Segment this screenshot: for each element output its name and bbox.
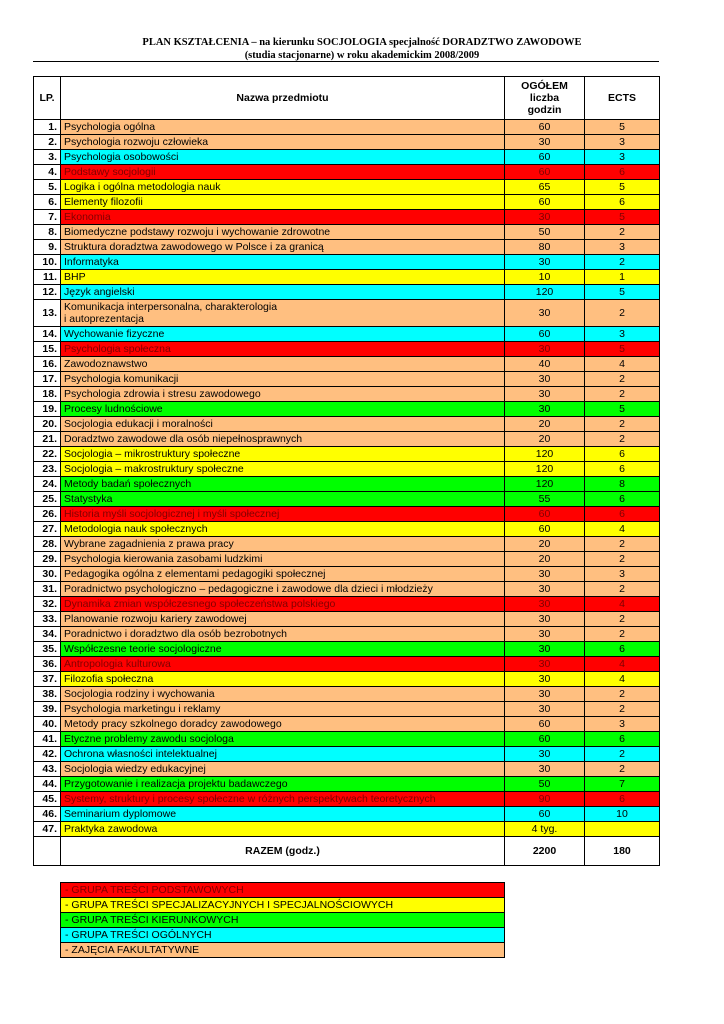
row-number: 31. bbox=[34, 582, 61, 597]
subject-name: Statystyka bbox=[61, 492, 505, 507]
subject-ects: 1 bbox=[585, 270, 660, 285]
legend-label: - GRUPA TREŚCI SPECJALIZACYJNYCH I SPECJALNOŚCIOWYCH bbox=[61, 898, 505, 913]
row-number: 15. bbox=[34, 342, 61, 357]
subject-name: Socjologia – mikrostruktury społeczne bbox=[61, 447, 505, 462]
table-row bbox=[34, 417, 660, 432]
row-number: 34. bbox=[34, 627, 61, 642]
subject-hours: 120 bbox=[505, 285, 585, 300]
subject-name: Poradnictwo psychologiczno – pedagogiczne i zawodowe dla dzieci i młodzieży bbox=[61, 582, 505, 597]
subject-hours: 55 bbox=[505, 492, 585, 507]
legend-label: - GRUPA TREŚCI PODSTAWOWYCH bbox=[61, 883, 505, 898]
row-number: 19. bbox=[34, 402, 61, 417]
subject-hours: 50 bbox=[505, 225, 585, 240]
table-row bbox=[34, 627, 660, 642]
subject-name: Systemy, struktury i procesy społeczne w różnych perspektywach teoretycznych bbox=[61, 792, 505, 807]
subject-hours: 60 bbox=[505, 165, 585, 180]
table-row bbox=[34, 225, 660, 240]
table-row bbox=[34, 612, 660, 627]
subject-hours: 30 bbox=[505, 702, 585, 717]
subject-name: Procesy ludnościowe bbox=[61, 402, 505, 417]
subject-hours: 30 bbox=[505, 627, 585, 642]
row-number: 29. bbox=[34, 552, 61, 567]
subject-name: Elementy filozofii bbox=[61, 195, 505, 210]
subject-name: Planowanie rozwoju kariery zawodowej bbox=[61, 612, 505, 627]
table-row bbox=[34, 762, 660, 777]
subject-name: Praktyka zawodowa bbox=[61, 822, 505, 837]
subject-ects: 2 bbox=[585, 417, 660, 432]
subject-ects: 6 bbox=[585, 165, 660, 180]
subject-name: Filozofia społeczna bbox=[61, 672, 505, 687]
table-row bbox=[34, 135, 660, 150]
row-number: 7. bbox=[34, 210, 61, 225]
title-divider bbox=[33, 61, 659, 62]
subject-name: Informatyka bbox=[61, 255, 505, 270]
subject-name: Psychologia zdrowia i stresu zawodowego bbox=[61, 387, 505, 402]
table-row bbox=[34, 552, 660, 567]
subject-ects: 4 bbox=[585, 522, 660, 537]
table-row bbox=[34, 195, 660, 210]
row-number: 5. bbox=[34, 180, 61, 195]
legend-row bbox=[61, 913, 505, 928]
subject-ects: 5 bbox=[585, 285, 660, 300]
subject-hours: 30 bbox=[505, 642, 585, 657]
subject-ects: 2 bbox=[585, 300, 660, 327]
table-row bbox=[34, 462, 660, 477]
subject-name: Psychologia komunikacji bbox=[61, 372, 505, 387]
subject-name: Metody badań społecznych bbox=[61, 477, 505, 492]
subject-hours: 120 bbox=[505, 477, 585, 492]
subject-ects: 3 bbox=[585, 150, 660, 165]
subject-name: Logika i ogólna metodologia nauk bbox=[61, 180, 505, 195]
row-number: 10. bbox=[34, 255, 61, 270]
subject-hours: 65 bbox=[505, 180, 585, 195]
subject-name: Metodologia nauk społecznych bbox=[61, 522, 505, 537]
subject-ects: 2 bbox=[585, 747, 660, 762]
row-number: 32. bbox=[34, 597, 61, 612]
table-row bbox=[34, 432, 660, 447]
subject-name: Ochrona własności intelektualnej bbox=[61, 747, 505, 762]
subject-hours: 30 bbox=[505, 135, 585, 150]
subject-name: Pedagogika ogólna z elementami pedagogiki społecznej bbox=[61, 567, 505, 582]
subject-ects: 2 bbox=[585, 372, 660, 387]
table-row bbox=[34, 327, 660, 342]
table-row bbox=[34, 807, 660, 822]
subject-ects: 5 bbox=[585, 342, 660, 357]
table-row bbox=[34, 120, 660, 135]
table-row bbox=[34, 702, 660, 717]
subject-name: Socjologia – makrostruktury społeczne bbox=[61, 462, 505, 477]
subject-ects: 8 bbox=[585, 477, 660, 492]
subject-ects: 6 bbox=[585, 507, 660, 522]
subject-name: Zawodoznawstwo bbox=[61, 357, 505, 372]
subject-hours: 30 bbox=[505, 255, 585, 270]
row-number: 41. bbox=[34, 732, 61, 747]
row-number: 37. bbox=[34, 672, 61, 687]
subject-hours: 20 bbox=[505, 552, 585, 567]
subject-name: Antropologia kulturowa bbox=[61, 657, 505, 672]
row-number: 35. bbox=[34, 642, 61, 657]
row-number: 38. bbox=[34, 687, 61, 702]
subject-hours: 30 bbox=[505, 342, 585, 357]
row-number: 6. bbox=[34, 195, 61, 210]
table-row bbox=[34, 717, 660, 732]
subject-hours: 120 bbox=[505, 462, 585, 477]
row-number: 20. bbox=[34, 417, 61, 432]
subject-ects: 3 bbox=[585, 240, 660, 255]
subject-name: Przygotowanie i realizacja projektu badawczego bbox=[61, 777, 505, 792]
subject-name: Dynamika zmian współczesnego społeczeństwa polskiego bbox=[61, 597, 505, 612]
subject-name bbox=[61, 300, 505, 327]
subject-name: BHP bbox=[61, 270, 505, 285]
subject-hours: 60 bbox=[505, 507, 585, 522]
subject-hours: 20 bbox=[505, 537, 585, 552]
table-row bbox=[34, 687, 660, 702]
subject-hours: 60 bbox=[505, 120, 585, 135]
row-number: 16. bbox=[34, 357, 61, 372]
subject-hours: 30 bbox=[505, 612, 585, 627]
legend-body bbox=[61, 883, 505, 958]
row-number: 46. bbox=[34, 807, 61, 822]
subject-name: Współczesne teorie socjologiczne bbox=[61, 642, 505, 657]
table-row bbox=[34, 300, 660, 327]
subject-hours: 80 bbox=[505, 240, 585, 255]
table-row bbox=[34, 582, 660, 597]
legend-row bbox=[61, 943, 505, 958]
subject-hours: 40 bbox=[505, 357, 585, 372]
subject-name: Wychowanie fizyczne bbox=[61, 327, 505, 342]
subject-name: Ekonomia bbox=[61, 210, 505, 225]
header-hours-line-3: godzin bbox=[527, 104, 562, 116]
subject-name: Język angielski bbox=[61, 285, 505, 300]
subject-ects: 2 bbox=[585, 702, 660, 717]
subject-ects: 5 bbox=[585, 120, 660, 135]
legend-row bbox=[61, 928, 505, 943]
subject-hours: 60 bbox=[505, 522, 585, 537]
table-row bbox=[34, 357, 660, 372]
subject-ects: 2 bbox=[585, 762, 660, 777]
subject-ects: 6 bbox=[585, 732, 660, 747]
subject-ects: 4 bbox=[585, 357, 660, 372]
table-row bbox=[34, 507, 660, 522]
subject-hours: 50 bbox=[505, 777, 585, 792]
table-row bbox=[34, 240, 660, 255]
row-number: 21. bbox=[34, 432, 61, 447]
subject-name: Metody pracy szkolnego doradcy zawodowego bbox=[61, 717, 505, 732]
subject-ects: 3 bbox=[585, 567, 660, 582]
total-lp-cell bbox=[34, 837, 61, 866]
row-number: 24. bbox=[34, 477, 61, 492]
row-number: 17. bbox=[34, 372, 61, 387]
subject-hours: 60 bbox=[505, 327, 585, 342]
subject-ects bbox=[585, 822, 660, 837]
row-number: 26. bbox=[34, 507, 61, 522]
table-row bbox=[34, 387, 660, 402]
subject-hours: 60 bbox=[505, 732, 585, 747]
table-row bbox=[34, 672, 660, 687]
table-row bbox=[34, 747, 660, 762]
subject-ects: 4 bbox=[585, 597, 660, 612]
row-number: 23. bbox=[34, 462, 61, 477]
subject-hours: 4 tyg. bbox=[505, 822, 585, 837]
subject-ects: 5 bbox=[585, 180, 660, 195]
document-title bbox=[0, 36, 724, 62]
row-number: 14. bbox=[34, 327, 61, 342]
total-label: RAZEM (godz.) bbox=[61, 837, 505, 866]
subject-hours: 30 bbox=[505, 372, 585, 387]
header-hours-line-2: liczba bbox=[529, 92, 560, 104]
subject-ects: 2 bbox=[585, 552, 660, 567]
legend-row bbox=[61, 898, 505, 913]
table-row bbox=[34, 402, 660, 417]
table-row bbox=[34, 642, 660, 657]
subject-hours: 30 bbox=[505, 672, 585, 687]
subject-name: Poradnictwo i doradztwo dla osób bezrobotnych bbox=[61, 627, 505, 642]
table-body bbox=[34, 120, 660, 837]
subject-hours: 10 bbox=[505, 270, 585, 285]
table-row bbox=[34, 210, 660, 225]
row-number: 4. bbox=[34, 165, 61, 180]
subject-hours: 30 bbox=[505, 300, 585, 327]
row-number: 47. bbox=[34, 822, 61, 837]
row-number: 42. bbox=[34, 747, 61, 762]
table-row bbox=[34, 822, 660, 837]
subject-ects: 6 bbox=[585, 492, 660, 507]
subject-hours: 20 bbox=[505, 432, 585, 447]
subject-hours: 30 bbox=[505, 582, 585, 597]
table-row bbox=[34, 342, 660, 357]
row-number: 18. bbox=[34, 387, 61, 402]
subject-name: Psychologia marketingu i reklamy bbox=[61, 702, 505, 717]
subject-hours: 60 bbox=[505, 717, 585, 732]
subject-ects: 3 bbox=[585, 327, 660, 342]
subject-hours: 60 bbox=[505, 150, 585, 165]
row-number: 12. bbox=[34, 285, 61, 300]
subject-ects: 5 bbox=[585, 402, 660, 417]
header-subject-name: Nazwa przedmiotu bbox=[61, 77, 505, 120]
subject-hours: 30 bbox=[505, 657, 585, 672]
subject-ects: 2 bbox=[585, 582, 660, 597]
subject-hours: 30 bbox=[505, 687, 585, 702]
subject-hours: 30 bbox=[505, 597, 585, 612]
subject-ects: 6 bbox=[585, 195, 660, 210]
header-total-hours bbox=[505, 77, 585, 120]
subject-ects: 6 bbox=[585, 792, 660, 807]
subject-ects: 2 bbox=[585, 627, 660, 642]
subject-name: Socjologia wiedzy edukacyjnej bbox=[61, 762, 505, 777]
legend-label: - ZAJĘCIA FAKULTATYWNE bbox=[61, 943, 505, 958]
row-number: 44. bbox=[34, 777, 61, 792]
total-ects: 180 bbox=[585, 837, 660, 866]
subject-ects: 6 bbox=[585, 642, 660, 657]
subject-name: Psychologia kierowania zasobami ludzkimi bbox=[61, 552, 505, 567]
subject-ects: 3 bbox=[585, 717, 660, 732]
subject-hours: 60 bbox=[505, 807, 585, 822]
subject-name: Podstawy socjologii bbox=[61, 165, 505, 180]
row-number: 36. bbox=[34, 657, 61, 672]
title-line-2: (studia stacjonarne) w roku akademickim 2008/2009 bbox=[244, 50, 480, 61]
header-hours-line-1: OGÓŁEM bbox=[521, 80, 568, 92]
table-row bbox=[34, 270, 660, 285]
total-row bbox=[34, 837, 660, 866]
title-line-1: PLAN KSZTAŁCENIA – na kierunku SOCJOLOGIA specjalność DORADZTWO ZAWODOWE bbox=[142, 37, 582, 48]
subject-ects: 3 bbox=[585, 135, 660, 150]
subject-hours: 30 bbox=[505, 402, 585, 417]
subject-ects: 2 bbox=[585, 537, 660, 552]
subject-ects: 4 bbox=[585, 657, 660, 672]
subject-ects: 2 bbox=[585, 432, 660, 447]
subject-ects: 5 bbox=[585, 210, 660, 225]
subject-name: Psychologia społeczna bbox=[61, 342, 505, 357]
subject-ects: 6 bbox=[585, 462, 660, 477]
total-hours: 2200 bbox=[505, 837, 585, 866]
row-number: 8. bbox=[34, 225, 61, 240]
subject-ects: 7 bbox=[585, 777, 660, 792]
table-row bbox=[34, 567, 660, 582]
table-row bbox=[34, 537, 660, 552]
row-number: 25. bbox=[34, 492, 61, 507]
table-row bbox=[34, 165, 660, 180]
table-row bbox=[34, 447, 660, 462]
subject-name: Psychologia osobowości bbox=[61, 150, 505, 165]
subject-hours: 30 bbox=[505, 387, 585, 402]
table-row bbox=[34, 492, 660, 507]
subject-hours: 20 bbox=[505, 417, 585, 432]
row-number: 1. bbox=[34, 120, 61, 135]
table-row bbox=[34, 657, 660, 672]
subject-ects: 2 bbox=[585, 225, 660, 240]
table-row bbox=[34, 777, 660, 792]
table-row bbox=[34, 477, 660, 492]
table-row bbox=[34, 597, 660, 612]
study-plan-table bbox=[33, 76, 660, 866]
row-number: 40. bbox=[34, 717, 61, 732]
row-number: 30. bbox=[34, 567, 61, 582]
subject-hours: 60 bbox=[505, 195, 585, 210]
legend-row bbox=[61, 883, 505, 898]
subject-ects: 2 bbox=[585, 255, 660, 270]
table-row bbox=[34, 150, 660, 165]
row-number: 9. bbox=[34, 240, 61, 255]
subject-ects: 10 bbox=[585, 807, 660, 822]
row-number: 22. bbox=[34, 447, 61, 462]
table-row bbox=[34, 522, 660, 537]
row-number: 13. bbox=[34, 300, 61, 327]
table-row bbox=[34, 792, 660, 807]
table-row bbox=[34, 372, 660, 387]
table-row bbox=[34, 285, 660, 300]
subject-name: Etyczne problemy zawodu socjologa bbox=[61, 732, 505, 747]
row-number: 43. bbox=[34, 762, 61, 777]
table-row bbox=[34, 255, 660, 270]
subject-name: Socjologia rodziny i wychowania bbox=[61, 687, 505, 702]
subject-name: Biomedyczne podstawy rozwoju i wychowanie zdrowotne bbox=[61, 225, 505, 240]
subject-name: Historia myśli socjologicznej i myśli społecznej bbox=[61, 507, 505, 522]
table-row bbox=[34, 732, 660, 747]
subject-hours: 120 bbox=[505, 447, 585, 462]
subject-name: Psychologia ogólna bbox=[61, 120, 505, 135]
row-number: 28. bbox=[34, 537, 61, 552]
subject-name-line-2: i autoprezentacja bbox=[64, 313, 144, 325]
row-number: 33. bbox=[34, 612, 61, 627]
table-row bbox=[34, 180, 660, 195]
subject-hours: 30 bbox=[505, 567, 585, 582]
subject-ects: 2 bbox=[585, 387, 660, 402]
subject-ects: 4 bbox=[585, 672, 660, 687]
row-number: 2. bbox=[34, 135, 61, 150]
table-header-row bbox=[34, 77, 660, 120]
subject-name: Struktura doradztwa zawodowego w Polsce i za granicą bbox=[61, 240, 505, 255]
row-number: 45. bbox=[34, 792, 61, 807]
subject-hours: 30 bbox=[505, 762, 585, 777]
subject-ects: 6 bbox=[585, 447, 660, 462]
subject-hours: 30 bbox=[505, 210, 585, 225]
color-legend bbox=[60, 882, 505, 958]
subject-name: Seminarium dyplomowe bbox=[61, 807, 505, 822]
legend-label: - GRUPA TREŚCI OGÓLNYCH bbox=[61, 928, 505, 943]
subject-ects: 2 bbox=[585, 612, 660, 627]
subject-name: Wybrane zagadnienia z prawa pracy bbox=[61, 537, 505, 552]
header-lp: LP. bbox=[34, 77, 61, 120]
row-number: 39. bbox=[34, 702, 61, 717]
subject-ects: 2 bbox=[585, 687, 660, 702]
row-number: 11. bbox=[34, 270, 61, 285]
subject-name-line-1: Komunikacja interpersonalna, charakterologia bbox=[64, 301, 278, 313]
row-number: 27. bbox=[34, 522, 61, 537]
row-number: 3. bbox=[34, 150, 61, 165]
subject-name: Doradztwo zawodowe dla osób niepełnosprawnych bbox=[61, 432, 505, 447]
subject-name: Psychologia rozwoju człowieka bbox=[61, 135, 505, 150]
subject-name: Socjologia edukacji i moralności bbox=[61, 417, 505, 432]
subject-hours: 90 bbox=[505, 792, 585, 807]
subject-hours: 30 bbox=[505, 747, 585, 762]
header-ects: ECTS bbox=[585, 77, 660, 120]
legend-label: - GRUPA TREŚCI KIERUNKOWYCH bbox=[61, 913, 505, 928]
